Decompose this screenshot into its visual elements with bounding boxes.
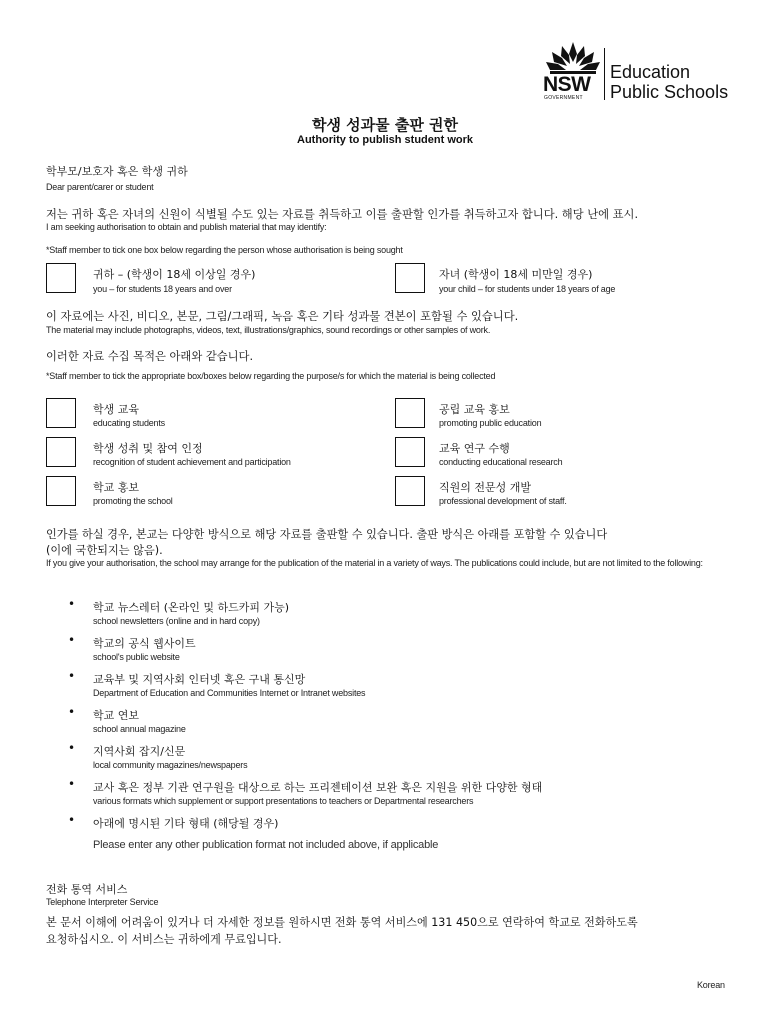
bullet: •: [68, 705, 76, 719]
other-publication-input[interactable]: Please enter any other publication format not included above, if applicable: [93, 839, 439, 851]
purpose-4-en: conducting educational research: [439, 457, 563, 467]
bullet: •: [68, 633, 76, 647]
purpose-6-ko: 직원의 전문성 개발: [439, 481, 532, 494]
staff-note-2: *Staff member to tick the appropriate box/boxes below regarding the purpose/s for which the material is being collected: [46, 371, 496, 381]
publication-1-ko: 학교 뉴스레터 (온라인 및 하드카피 가능): [93, 601, 290, 614]
intro-ko: 저는 귀하 혹은 자녀의 신원이 식별될 수도 있는 자료를 취득하고 이를 출판할 인가를 취득하고자 합니다. 해당 난에 표시.: [46, 208, 639, 221]
intro-en: I am seeking authorisation to obtain and publish material that may identify:: [46, 222, 327, 232]
publication-7-ko: 아래에 명시된 기타 형태 (해당될 경우): [93, 817, 279, 830]
purpose-2-en: promoting public education: [439, 418, 542, 428]
publication-5-ko: 지역사회 잡지/신문: [93, 745, 186, 758]
publication-6-ko: 교사 혹은 정부 기관 연구원을 대상으로 하는 프리젠테이션 보완 혹은 지원을 위한 다양한 형태: [93, 781, 543, 794]
checkbox-educating-students[interactable]: [46, 398, 76, 428]
purpose-4-ko: 교육 연구 수행: [439, 442, 510, 455]
checkbox-student-achievement[interactable]: [46, 437, 76, 467]
checkbox-your-child[interactable]: [395, 263, 425, 293]
option-you-en: you – for students 18 years and over: [93, 284, 232, 294]
purpose-3-en: recognition of student achievement and participation: [93, 457, 291, 467]
publication-4-ko: 학교 연보: [93, 709, 140, 722]
publication-6-en: various formats which supplement or support presentations to teachers or Departmental researchers: [93, 796, 474, 806]
nsw-logo: [540, 40, 606, 102]
interpreter-heading-ko: 전화 통역 서비스: [46, 883, 128, 896]
publication-1-en: school newsletters (online and in hard copy): [93, 616, 260, 626]
checkbox-promoting-public-education[interactable]: [395, 398, 425, 428]
publication-5-en: local community magazines/newspapers: [93, 760, 248, 770]
interpreter-body-line-2: 요청하십시오. 이 서비스는 귀하에게 무료입니다.: [46, 933, 282, 946]
checkbox-you[interactable]: [46, 263, 76, 293]
option-child-ko: 자녀 (학생이 18세 미만일 경우): [439, 268, 593, 281]
publish-en: If you give your authorisation, the school may arrange for the publication of the material in a variety of ways. The publications could include, but are not limited to the following:: [46, 558, 703, 568]
page-title-en: Authority to publish student work: [297, 134, 473, 146]
brand-line-1: Education: [610, 62, 691, 82]
purpose-3-ko: 학생 성취 및 참여 인정: [93, 442, 203, 455]
footer-language: Korean: [697, 980, 725, 990]
bullet: •: [68, 741, 76, 755]
purpose-1-ko: 학생 교육: [93, 403, 140, 416]
purpose-1-en: educating students: [93, 418, 165, 428]
publication-2-en: school's public website: [93, 652, 180, 662]
publication-4-en: school annual magazine: [93, 724, 186, 734]
checkbox-promoting-school[interactable]: [46, 476, 76, 506]
brand-line-2: Public Schools: [610, 82, 729, 102]
bullet: •: [68, 669, 76, 683]
checkbox-educational-research[interactable]: [395, 437, 425, 467]
option-child-en: your child – for students under 18 years of age: [439, 284, 616, 294]
material-ko: 이 자료에는 사진, 비디오, 본문, 그림/그래픽, 녹음 혹은 기타 성과물 견본이 포함될 수 있습니다.: [46, 310, 519, 323]
publication-3-en: Department of Education and Communities Internet or Intranet websites: [93, 688, 366, 698]
publish-ko-line-1: 인가를 하실 경우, 본교는 다양한 방식으로 해당 자료를 출판할 수 있습니다. 출판 방식은 아래를 포함할 수 있습니다: [46, 528, 608, 541]
greeting-en: Dear parent/carer or student: [46, 182, 154, 192]
purpose-2-ko: 공립 교육 홍보: [439, 403, 510, 416]
option-you-ko: 귀하 – (학생이 18세 이상일 경우): [93, 268, 256, 281]
page-title-ko: 학생 성과물 출판 권한: [311, 116, 459, 134]
checkbox-professional-development[interactable]: [395, 476, 425, 506]
interpreter-body-line-1: 본 문서 이해에 어려움이 있거나 더 자세한 정보를 원하시면 전화 통역 서비스에 131 450으로 연락하여 학교로 전화하도록: [46, 916, 638, 929]
purpose-heading: 이러한 자료 수집 목적은 아래와 같습니다.: [46, 350, 254, 363]
waratah-icon: [540, 40, 606, 76]
bullet: •: [68, 777, 76, 791]
publish-ko-line-2: (이에 국한되지는 않음).: [46, 544, 163, 557]
logo-nsw-text: NSW: [543, 73, 591, 96]
material-en: The material may include photographs, videos, text, illustrations/graphics, sound recordings or other samples of work.: [46, 325, 491, 335]
staff-note-1: *Staff member to tick one box below regarding the person whose authorisation is being sought: [46, 245, 403, 255]
greeting-ko: 학부모/보호자 혹은 학생 귀하: [46, 165, 188, 178]
purpose-5-en: promoting the school: [93, 496, 173, 506]
bullet: •: [68, 813, 76, 827]
bullet: •: [68, 597, 76, 611]
purpose-6-en: professional development of staff.: [439, 496, 567, 506]
purpose-5-ko: 학교 홍보: [93, 481, 140, 494]
publication-2-ko: 학교의 공식 웹사이트: [93, 637, 196, 650]
logo-divider: [604, 48, 605, 100]
logo-government-text: GOVERNMENT: [544, 95, 583, 101]
interpreter-heading-en: Telephone Interpreter Service: [46, 897, 159, 907]
publication-3-ko: 교육부 및 지역사회 인터넷 혹은 구내 통신망: [93, 673, 306, 686]
